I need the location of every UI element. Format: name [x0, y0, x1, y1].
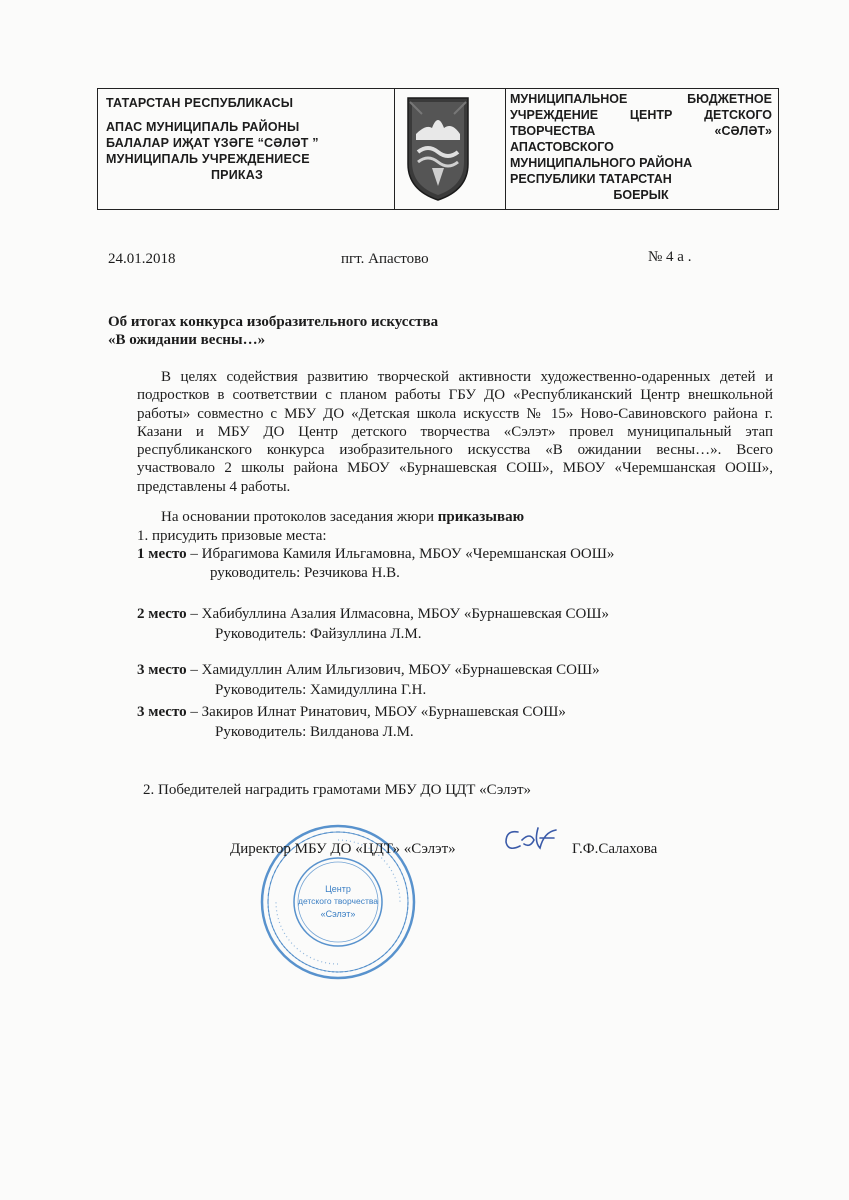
signature-name: Г.Ф.Салахова [572, 841, 658, 857]
order-number: № 4 а . [648, 249, 692, 265]
coat-of-arms-emblem [402, 94, 474, 202]
place-supervisor: руководитель: Резчикова Н.В. [210, 565, 400, 581]
place-label: 2 место [137, 606, 187, 622]
place-row [137, 605, 609, 623]
place-supervisor: Руководитель: Вилданова Л.М. [215, 724, 414, 740]
place-row [137, 703, 566, 721]
body-paragraph: В целях содействия развитию творческой активности художественно-одаренных детей и подростков в соответствии с планом работы ГБУ ДО «Республиканский Центр внешкольной работы» совместно с МБУ ДО «Детская школа искусств № 15» Ново-Савиновского района г. Казани и МБУ ДО Центр детского творчества «Сэлэт» провел муниципальный этап республиканского конкурса изобразительного искусства «В ожидании весны…». Всего участвовало 2 школы района МБОУ «Бурнашевская СОШ», МБОУ «Черемшанская ООШ», представлены 4 работы. [137, 369, 773, 495]
item-2-award: 2. Победителей наградить грамотами МБУ ДО ЦДТ «Сэлэт» [143, 782, 532, 798]
place-row [137, 545, 614, 563]
place-label: 3 место [137, 662, 187, 678]
header-left-line2: АПАС МУНИЦИПАЛЬ РАЙОНЫ [106, 120, 300, 134]
order-place: пгт. Апастово [341, 251, 429, 267]
basis-order-word: приказываю [437, 509, 525, 525]
header-right-line2: УЧРЕЖДЕНИЕ ЦЕНТР ДЕТСКОГО [510, 108, 772, 122]
place-winner: – Закиров Илнат Ринатович, МБОУ «Бурнашевская СОШ» [186, 704, 566, 720]
place-winner: – Хабибуллина Азалия Илмасовна, МБОУ «Бурнашевская СОШ» [186, 606, 609, 622]
header-right-line6: РЕСПУБЛИКИ ТАТАРСТАН [510, 172, 672, 186]
stamp-text-line3: «Сэлэт» [320, 909, 356, 919]
order-date: 24.01.2018 [108, 251, 176, 267]
item-1-intro: 1. присудить призовые места: [137, 528, 327, 544]
document-header [97, 88, 779, 210]
header-right-russian [510, 91, 772, 203]
place-label: 1 место [137, 546, 187, 562]
basis-line [161, 508, 524, 526]
header-right-line3 [510, 123, 772, 139]
header-right-line4: АПАСТОВСКОГО [510, 140, 614, 154]
place-winner: – Ибрагимова Камиля Ильгамовна, МБОУ «Черемшанская ООШ» [186, 546, 615, 562]
place-winner: – Хамидуллин Алим Ильгизович, МБОУ «Бурнашевская СОШ» [186, 662, 600, 678]
place-supervisor: Руководитель: Файзуллина Л.М. [215, 626, 422, 642]
order-title-line2: «В ожидании весны…» [108, 332, 266, 348]
place-label: 3 место [137, 704, 187, 720]
stamp-text-line1: Центр [325, 884, 351, 894]
place-row [137, 661, 600, 679]
signature-title: Директор МБУ ДО «ЦДТ» «Сэлэт» [230, 841, 456, 857]
header-left-line4: МУНИЦИПАЛЬ УЧРЕЖДЕНИЕСЕ [106, 152, 310, 166]
order-title-line1: Об итогах конкурса изобразительного искусства [108, 314, 439, 330]
header-divider-right [505, 89, 506, 209]
stamp-text-line2: детского творчества [297, 896, 379, 906]
order-body [137, 368, 773, 496]
header-left-line3: БАЛАЛАР ИҖАТ ҮЗӘГЕ “СӘЛӘТ ” [106, 136, 319, 150]
header-left-line1: ТАТАРСТАН РЕСПУБЛИКАСЫ [106, 96, 294, 110]
header-right-line1: МУНИЦИПАЛЬНОЕ БЮДЖЕТНОЕ [510, 92, 772, 106]
header-left-prikaz: ПРИКАЗ [211, 168, 263, 182]
handwritten-signature [500, 822, 562, 858]
basis-prefix: На основании протоколов заседания жюри [161, 509, 438, 525]
header-right-boeryk: БОЕРЫК [613, 188, 669, 202]
header-divider-left [394, 89, 395, 209]
header-right-line3a: ТВОРЧЕСТВА [510, 124, 596, 138]
header-right-line5: МУНИЦИПАЛЬНОГО РАЙОНА [510, 156, 693, 170]
header-right-line3b: «СӘЛӘТ» [714, 124, 772, 138]
header-left-tatar [106, 95, 368, 183]
place-supervisor: Руководитель: Хамидуллина Г.Н. [215, 682, 427, 698]
